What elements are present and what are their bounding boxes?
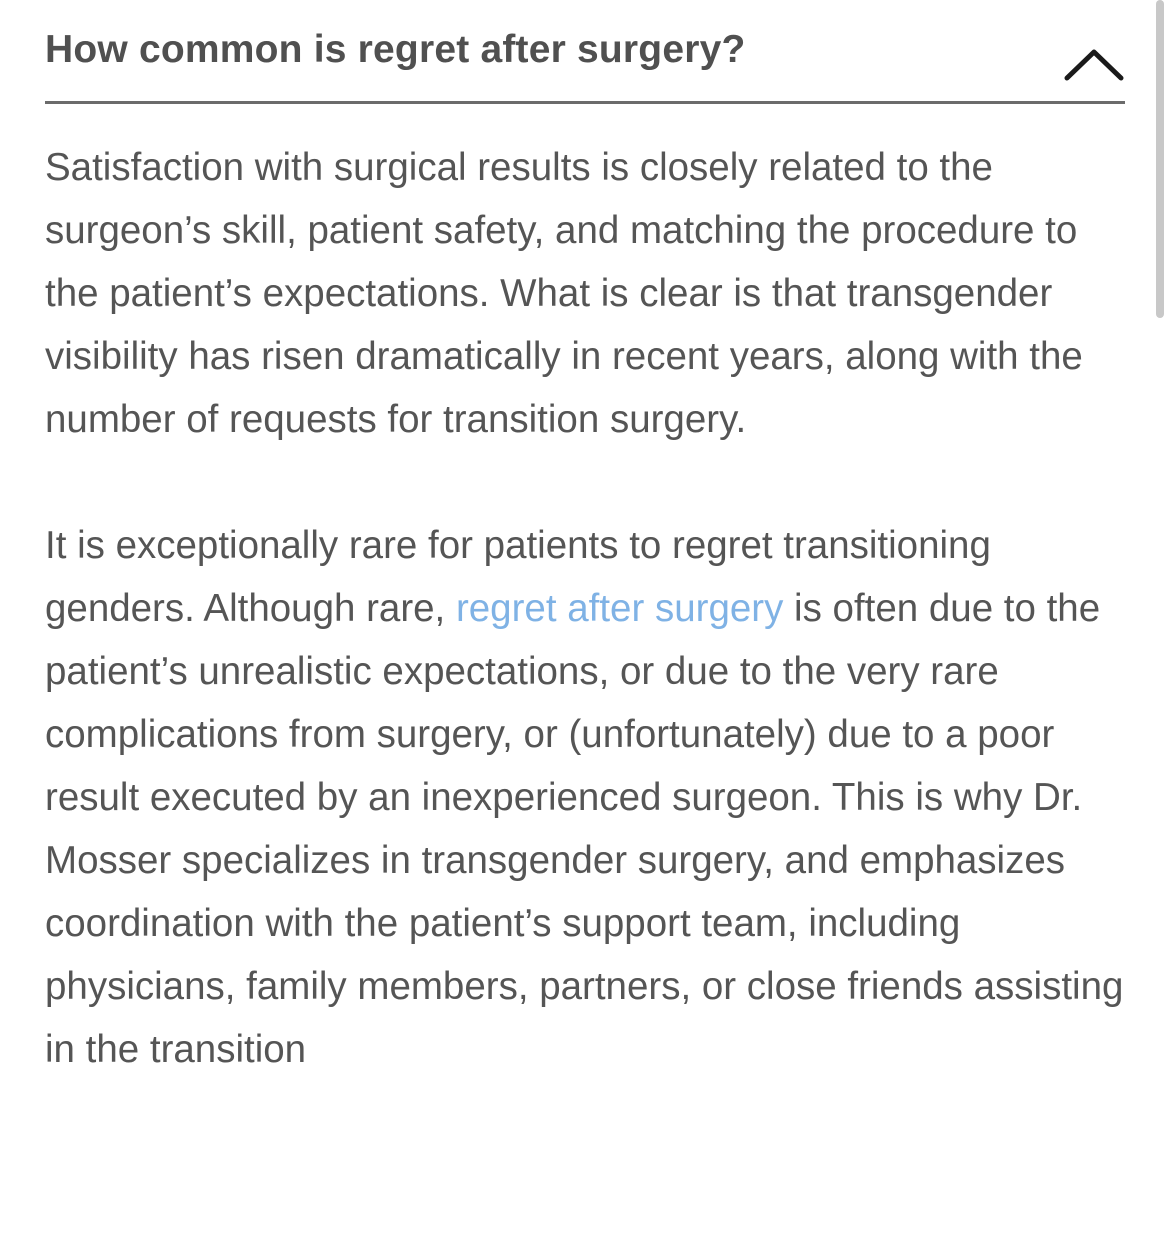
paragraph-regret [45, 514, 1135, 1081]
paragraph-regret-rest: is often due to the patient’s unrealistic expectations, or due to the very rare complications from surgery, or (unfortunately) due to a poor result executed by an inexperienced surgeon. This is why Dr. Mosser specializes in transgender surgery, and emphasizes coordination with the patient’s support team, including physicians, family members, partners, or close friends assisting in the transition [45, 587, 1124, 1071]
paragraph-satisfaction: Satisfaction with surgical results is closely related to the surgeon’s skill, patient safety, and matching the procedure to the patient’s expectations. What is clear is that transgender visibility has risen dramatically in recent years, along with the number of requests for transition surgery. [45, 146, 1083, 441]
paragraph-regret-intro: It is exceptionally rare for patients to regret transitioning genders. Although rare, [45, 524, 991, 630]
accordion-title: How common is regret after surgery? [45, 28, 746, 71]
accordion-body [45, 136, 1135, 1081]
regret-after-surgery-link[interactable]: regret after surgery [455, 587, 784, 630]
scrollbar[interactable] [1156, 0, 1164, 318]
chevron-up-icon[interactable] [1063, 44, 1125, 84]
accordion-header[interactable] [45, 0, 1125, 104]
